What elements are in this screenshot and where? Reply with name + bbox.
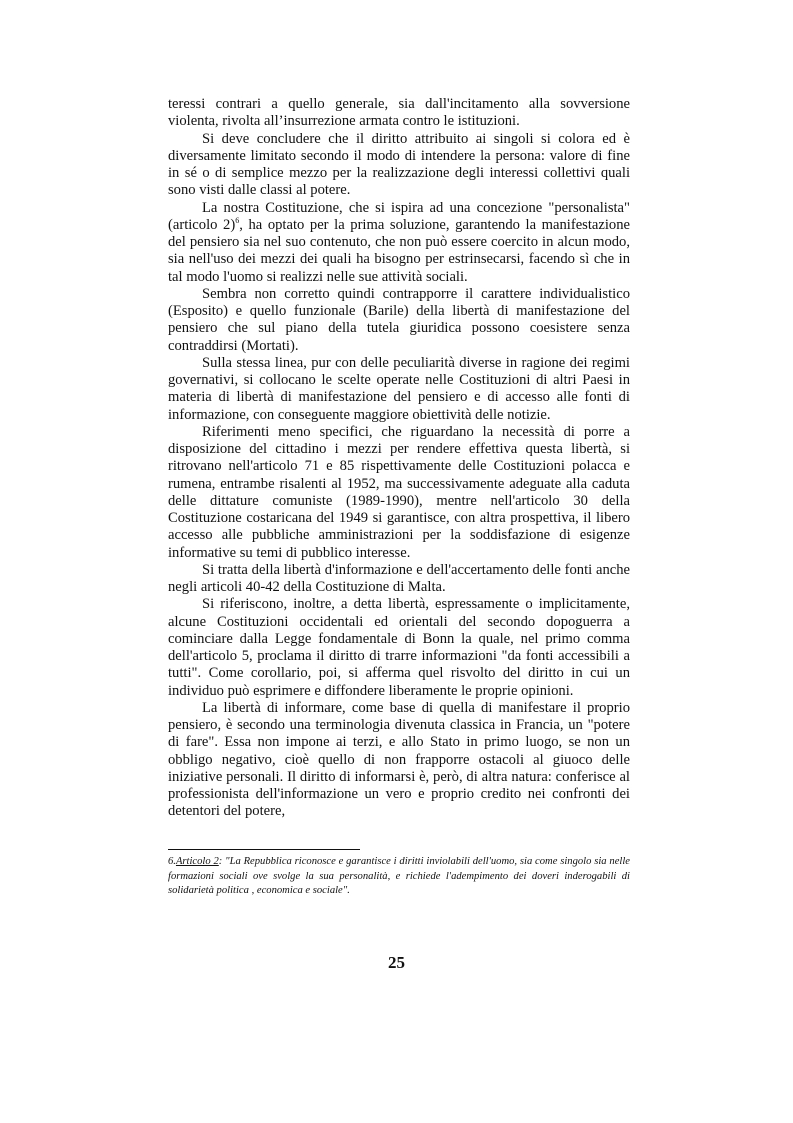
paragraph-9: La libertà di informare, come base di quella di manifestare il proprio pensiero, è secondo una terminologia divenuta classica in Francia, un "potere di fare". Essa non impone ai terzi, e allo Stato in primo luogo, se non un obbligo negativo, cioè quello di non frapporre ostacoli al giuoco delle iniziative personali. Il diritto di informarsi è, però, di altra natura: conferisce al professionista dell'informazione un vero e proprio credito nei confronti dei detentori del potere, [168,699,630,820]
paragraph-5: Sulla stessa linea, pur con delle peculiarità diverse in ragione dei regimi governativi, si collocano le scelte operate nelle Costituzioni di altri Paesi in materia di libertà di manifestazione del pensiero e di accesso alle fonti di informazione, con conseguente maggiore obiettività delle notizie. [168,354,630,423]
paragraph-8: Si riferiscono, inoltre, a detta libertà, espressamente o implicitamente, alcune Costituzioni occidentali ed orientali del secondo dopoguerra a cominciare dalla Legge fondamentale di Bonn la quale, nel primo comma dell'articolo 5, proclama il diritto di trarre informazioni "da fonti accessibili a tutti". Come corollario, poi, si afferma quel risvolto del diritto in cui un individuo può esprimere e diffondere liberamente le proprie opinioni. [168,596,630,699]
paragraph-6: Riferimenti meno specifici, che riguardano la necessità di porre a disposizione del cittadino i mezzi per rendere effettiva questa libertà, si ritrovano nell'articolo 71 e 85 rispettivamente delle Costituzioni polacca e rumena, entrambe risalenti al 1952, ma successivamente adeguate alla caduta delle dittature comuniste (1989-1990), mentre nell'articolo 30 della Costituzione costaricana del 1949 si garantisce, con altra prospettiva, il libero accesso alle pubbliche amministrazioni per la soddisfazione di esigenze informative su temi di pubblico interesse. [168,423,630,561]
paragraph-3-start: La nostra Costituzione, che si ispira ad una concezione "personalista" (articolo 2) [168,199,630,233]
footnote-reference: 6 [235,215,240,225]
page-number: 25 [388,953,405,972]
paragraph-1: teressi contrari a quello generale, sia dall'incitamento alla sovversione violenta, rivolta all’insurrezione armata contro le istituzioni. [168,96,630,130]
paragraph-2: Si deve concludere che il diritto attribuito ai singoli si colora ed è diversamente limitato secondo il modo di intendere la persona: valore di fine in sé o di semplice mezzo per la realizzazione degli interessi collettivi quali sono visti dalle classi al potere. [168,130,630,199]
paragraph-7: Si tratta della libertà d'informazione e dell'accertamento delle fonti anche negli articoli 40-42 della Costituzione di Malta. [168,561,630,595]
footnote [168,855,630,899]
paragraph-4: Sembra non corretto quindi contrapporre il carattere individualistico (Esposito) e quello funzionale (Barile) della libertà di manifestazione del pensiero che sul piano della tutela giuridica possono coesistere senza contraddirsi (Mortati). [168,285,630,354]
footnote-label: Articolo 2 [175,856,219,867]
paragraph-3-rest: , ha optato per la prima soluzione, garantendo la manifestazione del pensiero sia nel suo contenuto, che non può essere coercito in alcun modo, sia nell'uso dei mezzi dei quali ha bisogno per estrinsecarsi, facendo sì che in tal modo l'uomo si realizzi nelle sue attività sociali. [168,216,630,285]
footnote-text: : "La Repubblica riconosce e garantisce i diritti inviolabili dell'uomo, sia come singolo sia nelle formazioni sociali ove svolge la sua personalità, e richiede l'adempimento dei doveri inderogabili di solidarietà politica , economica e sociale". [168,856,630,897]
footnote-number: 6. [168,856,176,867]
paragraph-3 [168,200,630,286]
footnote-divider [168,849,360,850]
body-text [168,96,630,821]
